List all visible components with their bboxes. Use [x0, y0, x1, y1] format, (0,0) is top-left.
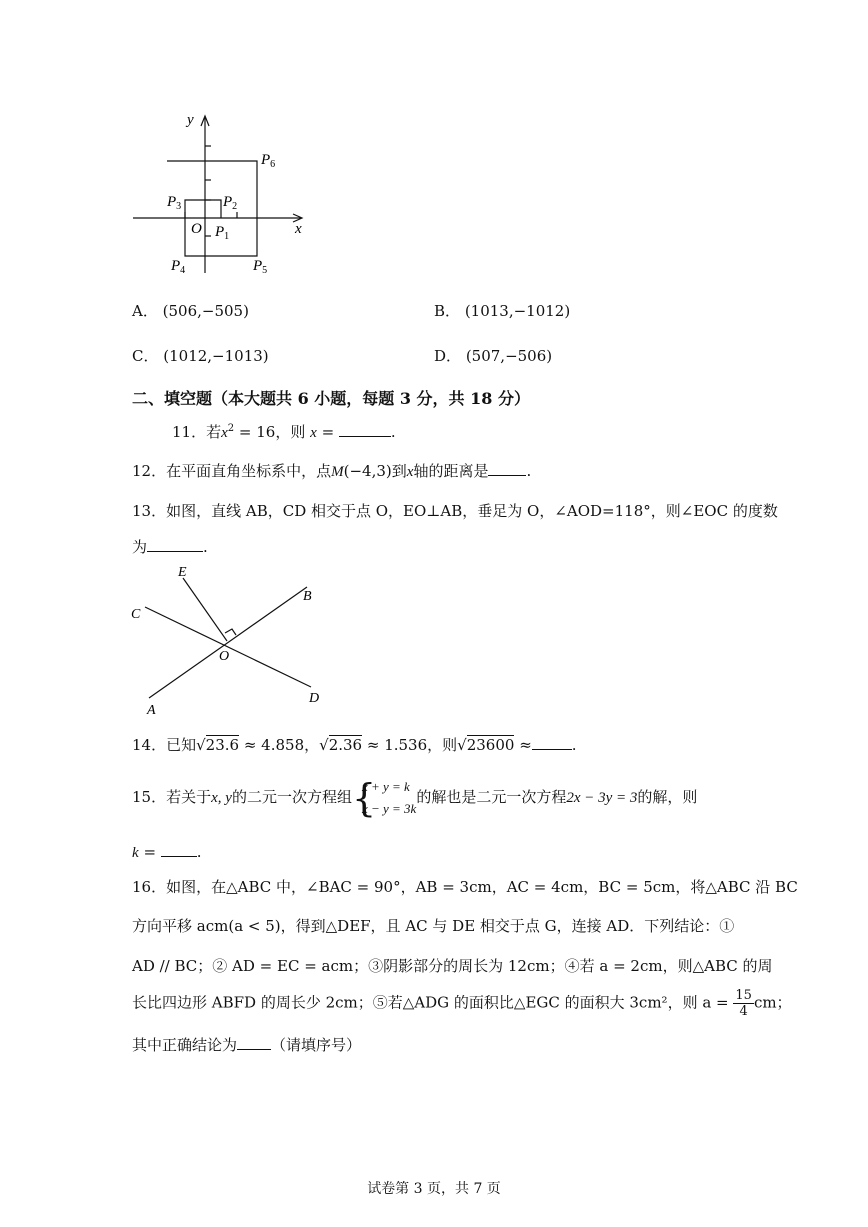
option-c[interactable] [132, 345, 269, 366]
option-d-value: (507,−506) [465, 347, 553, 365]
p3-label: $P_3$ [167, 194, 182, 212]
question-12: 12．在平面直角坐标系中，点M(−4,3)到x轴的距离是 . [132, 462, 532, 480]
label-e: E [178, 565, 187, 580]
option-a-value: (506,−505) [162, 302, 249, 320]
x-axis-label: x [295, 221, 302, 237]
coordinate-figure [125, 108, 315, 278]
question-16-line-4: 长比四边形 ABFD 的周长少 2cm；⑤若△ADG 的面积比△EGC 的面积大 3cm²，则 a = $\frac{15}{4}$ cm； [132, 988, 792, 1019]
label-o: O [219, 649, 230, 664]
origin-label: O [191, 221, 202, 237]
answer-blank-12[interactable] [488, 463, 526, 476]
question-13: 13．如图，直线 AB，CD 相交于点 O，EO⊥AB，垂足为 O，∠AOD=118°，则∠EOC 的度数 [132, 502, 778, 520]
question-15-cont: k = . [132, 843, 202, 861]
label-d: D [309, 691, 320, 706]
question-15: 15．若关于x, y的二元一次方程组 { x + y = k x − y = 3k 的解也是二元一次方程2x − 3y = 3的解，则 [132, 776, 698, 820]
p2-label: $P_2$ [223, 194, 238, 212]
p6-label: $P_6$ [261, 152, 276, 170]
question-16-line-1: 16．如图，在△ABC 中，∠BAC = 90°，AB = 3cm，AC = 4cm，BC = 5cm，将△ABC 沿 BC [132, 878, 798, 896]
option-a-label: A． [132, 302, 158, 320]
option-c-value: (1012,−1013) [163, 347, 269, 365]
label-a: A [147, 703, 156, 718]
question-14: 14．已知√23.6 ≈ 4.858，√2.36 ≈ 1.536，则√23600 ≈ . [132, 736, 577, 754]
option-b-label: B． [434, 302, 461, 320]
answer-blank-13[interactable] [147, 539, 203, 552]
option-c-label: C． [132, 347, 159, 365]
answer-blank-16[interactable] [237, 1037, 271, 1050]
answer-blank-15[interactable] [161, 844, 197, 857]
intersecting-lines-figure [125, 560, 335, 718]
fraction: $\frac{15}{4}$ [735, 988, 752, 1019]
answer-blank-14[interactable] [532, 737, 572, 750]
y-axis-label: y [187, 112, 194, 128]
page-footer: 试卷第 3 页，共 7 页 [367, 1181, 501, 1197]
question-13-cont: 为 . [132, 538, 208, 556]
option-a[interactable] [132, 300, 249, 321]
label-b: B [303, 589, 312, 604]
option-d-label: D． [434, 347, 462, 365]
p5-label: $P_5$ [253, 258, 268, 276]
option-b[interactable] [434, 300, 570, 321]
answer-blank-11[interactable] [339, 424, 391, 437]
question-16-line-3: AD // BC；② AD = EC = acm；③阴影部分的周长为 12cm；④若 a = 2cm，则△ABC 的周 [132, 957, 773, 975]
question-16-line-2: 方向平移 acm(a < 5)，得到△DEF，且 AC 与 DE 相交于点 G，连接 AD．下列结论：① [132, 917, 735, 935]
question-11: 11．若$x^2 = 16$，则 x = . [172, 423, 396, 441]
label-c: C [131, 607, 141, 622]
p4-label: $P_4$ [171, 258, 186, 276]
equation-system: { x + y = k x − y = 3k [351, 776, 417, 820]
option-d[interactable] [434, 345, 552, 366]
option-b-value: (1013,−1012) [464, 302, 571, 320]
p1-label: $P_1$ [215, 224, 230, 242]
section-title: 二、填空题（本大题共 6 小题，每题 3 分，共 18 分） [132, 389, 530, 408]
question-16-line-5: 其中正确结论为 （请填序号） [132, 1036, 362, 1054]
